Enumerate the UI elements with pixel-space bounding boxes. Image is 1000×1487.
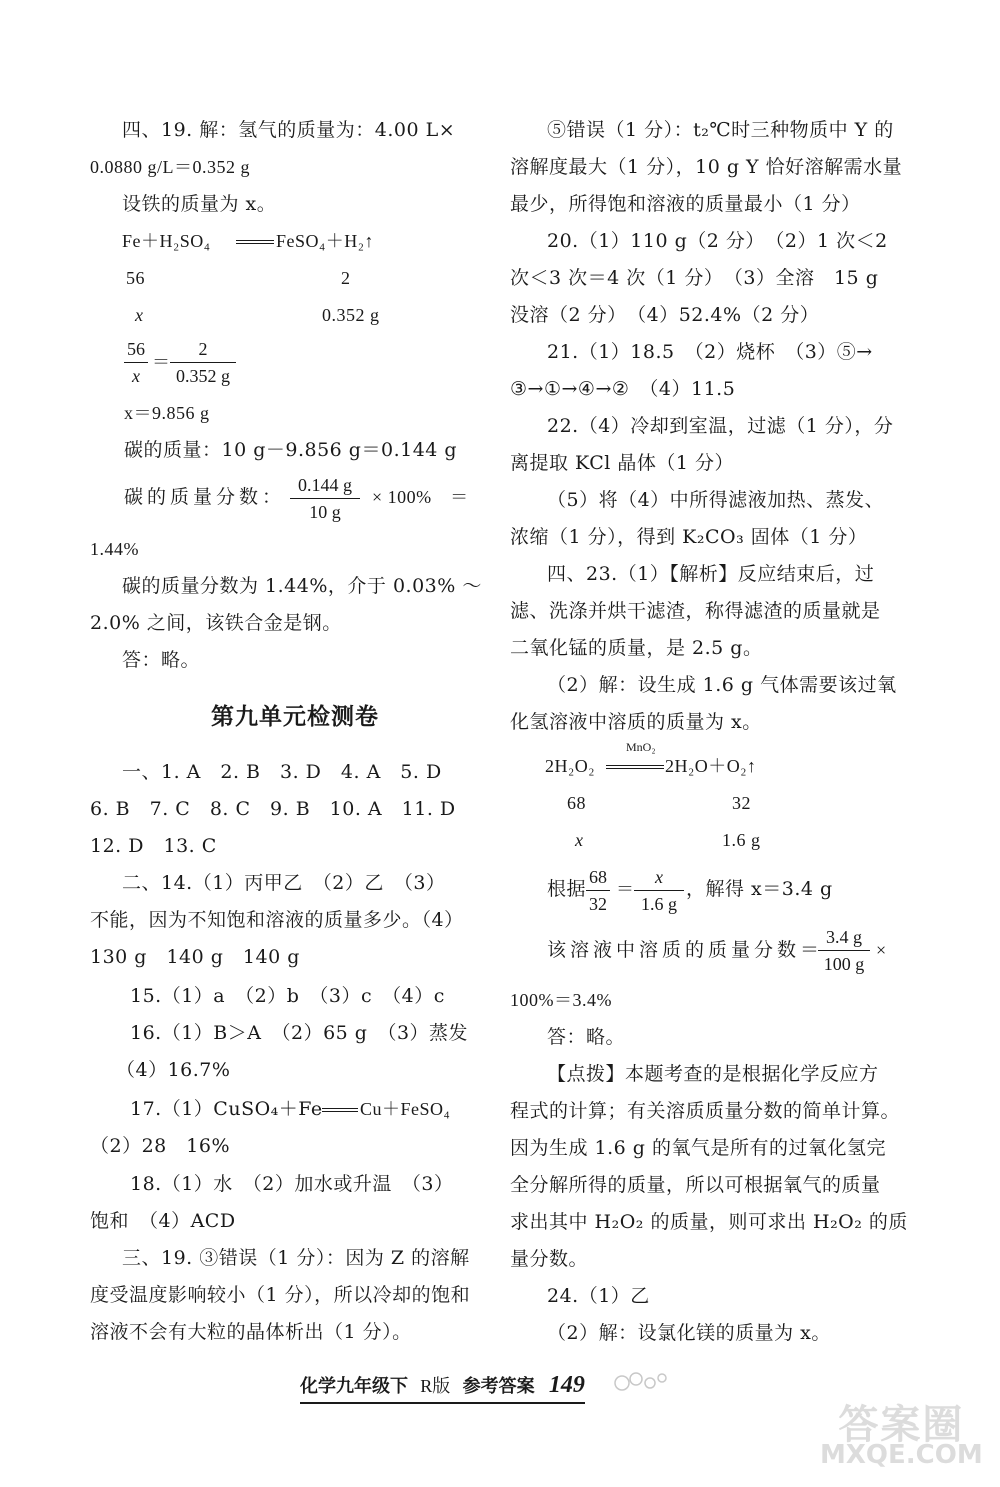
text-line: 度受温度影响较小（1 分），所以冷却的饱和 <box>90 1284 471 1306</box>
text-line: 没溶（2 分） （4）52.4%（2 分） <box>510 304 820 326</box>
text-line: 因为生成 1.6 g 的氧气是所有的过氧化氢完 <box>510 1137 886 1159</box>
text-line: 1.44% <box>90 539 139 559</box>
fraction <box>124 338 148 387</box>
equation-rhs: FeSO₄＋H₂↑ <box>276 231 375 251</box>
fraction <box>290 474 360 523</box>
text-line: 碳的质量分数为 1.44%，介于 0.03% ～ <box>122 575 482 597</box>
footer-decoration-icon <box>610 1365 670 1401</box>
text-line: 次＜3 次＝4 次（1 分） （3）全溶 15 g <box>510 267 879 289</box>
catalyst-label: MnO₂ <box>626 740 656 754</box>
fraction <box>170 338 236 387</box>
variable: x <box>575 830 584 850</box>
text-line: 15.（1）a （2）b （3）c （4）c <box>130 985 445 1007</box>
watermark-logo <box>820 1402 983 1470</box>
text-line: 量分数。 <box>510 1248 589 1270</box>
fraction-denominator: 1.6 g <box>641 894 677 914</box>
page-footer <box>300 1372 585 1400</box>
fraction-numerator: x <box>634 866 684 891</box>
fraction-denominator: 100 g <box>823 954 865 974</box>
section-title: 第九单元检测卷 <box>211 704 379 730</box>
coefficient: 32 <box>732 793 751 813</box>
fraction-numerator: 2 <box>170 338 236 363</box>
equals-sign-arrow <box>322 1108 358 1109</box>
text-line: × 100% ＝ <box>372 487 469 507</box>
coefficient: 56 <box>126 268 145 288</box>
equals: ＝ <box>152 352 171 372</box>
text-line: 100%＝3.4% <box>510 990 612 1010</box>
text-line: 滤、洗涤并烘干滤渣，称得滤渣的质量就是 <box>510 600 881 622</box>
text-line: （5）将（4）中所得滤液加热、蒸发、 <box>547 489 885 511</box>
page-number: 149 <box>548 1372 585 1398</box>
text-line: 全分解所得的质量，所以可根据氧气的质量 <box>510 1174 881 1196</box>
fraction <box>634 866 684 915</box>
text-line: 四、23.（1）【解析】反应结束后，过 <box>547 563 875 585</box>
text-line: 求出其中 H₂O₂ 的质量，则可求出 H₂O₂ 的质 <box>510 1211 908 1233</box>
footer-subject: 化学九年级下 <box>300 1376 408 1397</box>
equation-lhs: 2H₂O₂ <box>545 756 596 776</box>
fraction <box>818 926 870 975</box>
text-line: 答：略。 <box>547 1026 626 1048</box>
watermark-url: MXQE.COM <box>820 1440 983 1470</box>
text-line: 不能，因为不知饱和溶液的质量多少。（4） <box>90 909 464 931</box>
equals-sign-arrow <box>236 240 274 241</box>
text-line: ⑤错误（1 分）：t₂℃时三种物质中 Y 的 <box>547 119 894 141</box>
text-line: 根据 <box>547 878 587 900</box>
text-line: 该溶液中溶质的质量分数＝ <box>547 939 824 961</box>
fraction <box>586 866 610 915</box>
text-line: 程式的计算；有关溶质质量分数的简单计算。 <box>510 1100 901 1122</box>
text-line: 一、1. A 2. B 3. D 4. A 5. D <box>122 761 442 783</box>
text-line: 21.（1）18.5 （2）烧杯 （3）⑤→ <box>547 341 873 363</box>
fraction-denominator: 0.352 g <box>176 366 230 386</box>
text-line: 化氢溶液中溶质的质量为 x。 <box>510 711 762 733</box>
text-line: × <box>876 940 887 960</box>
text-line: （4）16.7% <box>116 1059 231 1081</box>
fraction-denominator: x <box>132 366 140 386</box>
equals-sign-arrow <box>606 765 664 766</box>
text-line: 二氧化锰的质量，是 2.5 g。 <box>510 637 763 659</box>
text-line: 最少，所得饱和溶液的质量最小（1 分） <box>510 193 861 215</box>
fraction-denominator: 10 g <box>309 502 341 522</box>
footer-answers-label: 参考答案 <box>462 1376 535 1397</box>
coefficient: 68 <box>567 793 586 813</box>
text-line: 饱和 （4）ACD <box>90 1210 236 1232</box>
text-line: ③→①→④→② （4）11.5 <box>510 378 736 400</box>
footer-rule <box>300 1402 585 1404</box>
equation-lhs: 17.（1）CuSO₄＋Fe <box>130 1098 323 1120</box>
text-line: 24.（1）乙 <box>547 1285 650 1307</box>
text-line: （2）解：设生成 1.6 g 气体需要该过氧 <box>547 674 897 696</box>
text-line: x＝9.856 g <box>124 403 210 423</box>
equation-lhs: Fe＋H₂SO₄ <box>122 231 211 251</box>
watermark-text: 答案圈 <box>838 1402 965 1448</box>
text-line: （2）28 16% <box>90 1135 230 1157</box>
text-line: 6. B 7. C 8. C 9. B 10. A 11. D <box>90 798 456 820</box>
text-line: 碳的质量：10 g－9.856 g＝0.144 g <box>124 439 458 461</box>
equation-rhs: 2H₂O＋O₂↑ <box>665 756 757 776</box>
text-line: 18.（1）水 （2）加水或升温 （3） <box>130 1173 454 1195</box>
text-line: ，解得 x＝3.4 g <box>686 878 833 900</box>
fraction-numerator: 3.4 g <box>818 926 870 951</box>
text-line: 离提取 KCl 晶体（1 分） <box>510 452 735 474</box>
text-line: 12. D 13. C <box>90 835 217 857</box>
text-line: 【点拨】本题考查的是根据化学反应方 <box>547 1063 879 1085</box>
text-line: 二、14.（1）丙甲乙 （2）乙 （3） <box>122 872 446 894</box>
equation-rhs: Cu＋FeSO₄ <box>360 1099 451 1119</box>
text-line: 碳的质量分数： <box>124 486 286 508</box>
fraction-numerator: 56 <box>124 338 148 363</box>
text-line: （2）解：设氯化镁的质量为 x。 <box>547 1322 831 1344</box>
fraction-numerator: 0.144 g <box>290 474 360 499</box>
text-line: 16.（1）B＞A （2）65 g （3）蒸发 <box>130 1022 469 1044</box>
equals: ＝ <box>616 879 635 899</box>
fraction-denominator: 32 <box>589 894 607 914</box>
text-line: 答：略。 <box>122 649 201 671</box>
text-line: 2.0% 之间，该铁合金是钢。 <box>90 612 342 634</box>
text-line: 0.0880 g/L＝0.352 g <box>90 157 250 177</box>
text-line: 130 g 140 g 140 g <box>90 946 300 968</box>
coefficient: 2 <box>341 268 351 288</box>
text-line: 四、19. 解：氢气的质量为：4.00 L× <box>122 119 456 141</box>
value: 1.6 g <box>722 830 761 850</box>
variable: x <box>135 305 144 325</box>
text-line: 22.（4）冷却到室温，过滤（1 分），分 <box>547 415 894 437</box>
fraction-numerator: 68 <box>586 866 610 891</box>
text-line: 溶液不会有大粒的晶体析出（1 分）。 <box>90 1321 412 1343</box>
footer-edition: R版 <box>420 1376 451 1396</box>
text-line: 溶解度最大（1 分），10 g Y 恰好溶解需水量 <box>510 156 903 178</box>
text-line: 浓缩（1 分），得到 K₂CO₃ 固体（1 分） <box>510 526 868 548</box>
text-line: 设铁的质量为 x。 <box>122 193 277 215</box>
text-line: 20.（1）110 g（2 分） （2）1 次＜2 <box>547 230 888 252</box>
value: 0.352 g <box>322 305 380 325</box>
text-line: 三、19. ③错误（1 分）：因为 Z 的溶解 <box>122 1247 470 1269</box>
